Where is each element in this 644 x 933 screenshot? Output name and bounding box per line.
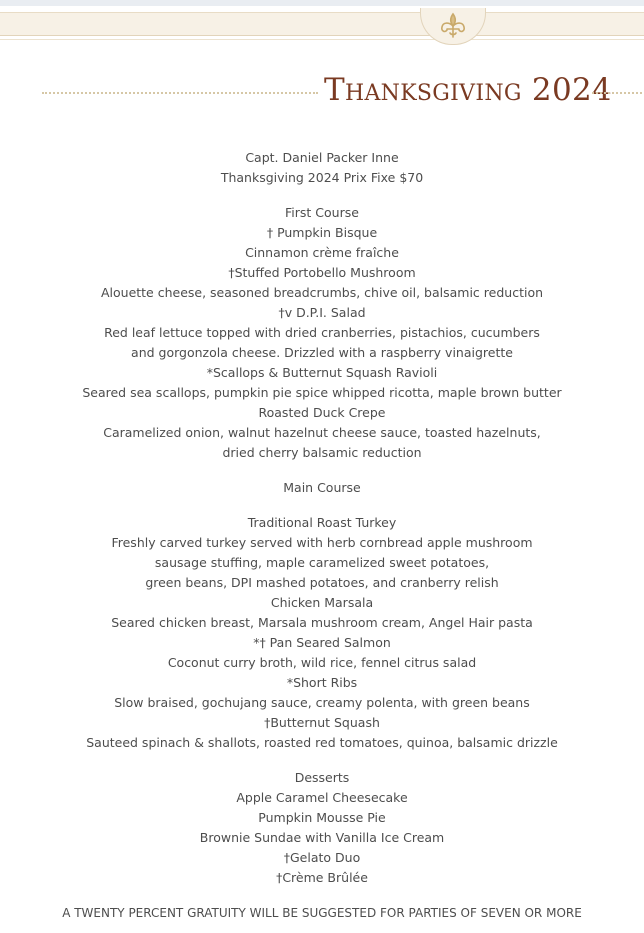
- menu-line: †Gelato Duo: [283, 850, 361, 865]
- main-course-heading: Main Course: [283, 480, 361, 495]
- menu-line: Traditional Roast Turkey: [247, 515, 397, 530]
- menu-line: Red leaf lettuce topped with dried cranberries, pistachios, cucumbers: [104, 325, 540, 340]
- desserts-heading: Desserts: [294, 770, 350, 785]
- dotted-rule-left: [42, 92, 318, 94]
- menu-line: †Butternut Squash: [264, 715, 380, 730]
- menu-line: Apple Caramel Cheesecake: [236, 790, 408, 805]
- gratuity-notice: A TWENTY PERCENT GRATUITY WILL BE SUGGESTED FOR PARTIES OF SEVEN OR MORE: [62, 906, 582, 920]
- menu-line: Brownie Sundae with Vanilla Ice Cream: [199, 830, 445, 845]
- menu-line: Pumpkin Mousse Pie: [258, 810, 386, 825]
- menu-line: †v D.P.I. Salad: [278, 305, 366, 320]
- menu-line: Slow braised, gochujang sauce, creamy polenta, with green beans: [114, 695, 530, 710]
- menu-line: green beans, DPI mashed potatoes, and cranberry relish: [145, 575, 499, 590]
- menu-line: Cinnamon crème fraîche: [245, 245, 399, 260]
- menu-line: Freshly carved turkey served with herb cornbread apple mushroom: [111, 535, 533, 550]
- top-band: [0, 0, 644, 6]
- menu-line: and gorgonzola cheese. Drizzled with a raspberry vinaigrette: [131, 345, 513, 360]
- menu-line: *Scallops & Butternut Squash Ravioli: [206, 365, 438, 380]
- menu-line: sausage stuffing, maple caramelized sweet potatoes,: [154, 555, 490, 570]
- menu-line: †Crème Brûlée: [276, 870, 368, 885]
- prix-fixe-price: Thanksgiving 2024 Prix Fixe $70: [220, 170, 424, 185]
- fleur-de-lis-icon: [437, 12, 469, 40]
- first-course-heading: First Course: [285, 205, 359, 220]
- menu-line: Roasted Duck Crepe: [258, 405, 386, 420]
- restaurant-name: Capt. Daniel Packer Inne: [245, 150, 399, 165]
- menu-line: Chicken Marsala: [270, 595, 374, 610]
- dotted-rule-right: [592, 92, 642, 94]
- title-row: [42, 70, 642, 114]
- menu-line: Sauteed spinach & shallots, roasted red tomatoes, quinoa, balsamic drizzle: [86, 735, 558, 750]
- menu-line: Seared sea scallops, pumpkin pie spice whipped ricotta, maple brown butter: [82, 385, 562, 400]
- menu-line: Seared chicken breast, Marsala mushroom cream, Angel Hair pasta: [111, 615, 533, 630]
- page-title: Thanksgiving 2024: [324, 72, 613, 108]
- menu-line: †Stuffed Portobello Mushroom: [228, 265, 416, 280]
- menu-line: dried cherry balsamic reduction: [222, 445, 422, 460]
- menu-body: [0, 148, 644, 888]
- menu-line: Alouette cheese, seasoned breadcrumbs, chive oil, balsamic reduction: [100, 285, 544, 300]
- menu-line: Coconut curry broth, wild rice, fennel citrus salad: [167, 655, 477, 670]
- decorative-top-border: [0, 12, 644, 36]
- menu-line: Caramelized onion, walnut hazelnut cheese sauce, toasted hazelnuts,: [103, 425, 541, 440]
- menu-line: † Pumpkin Bisque: [266, 225, 378, 240]
- menu-line: *Short Ribs: [286, 675, 358, 690]
- menu-line: *† Pan Seared Salmon: [253, 635, 391, 650]
